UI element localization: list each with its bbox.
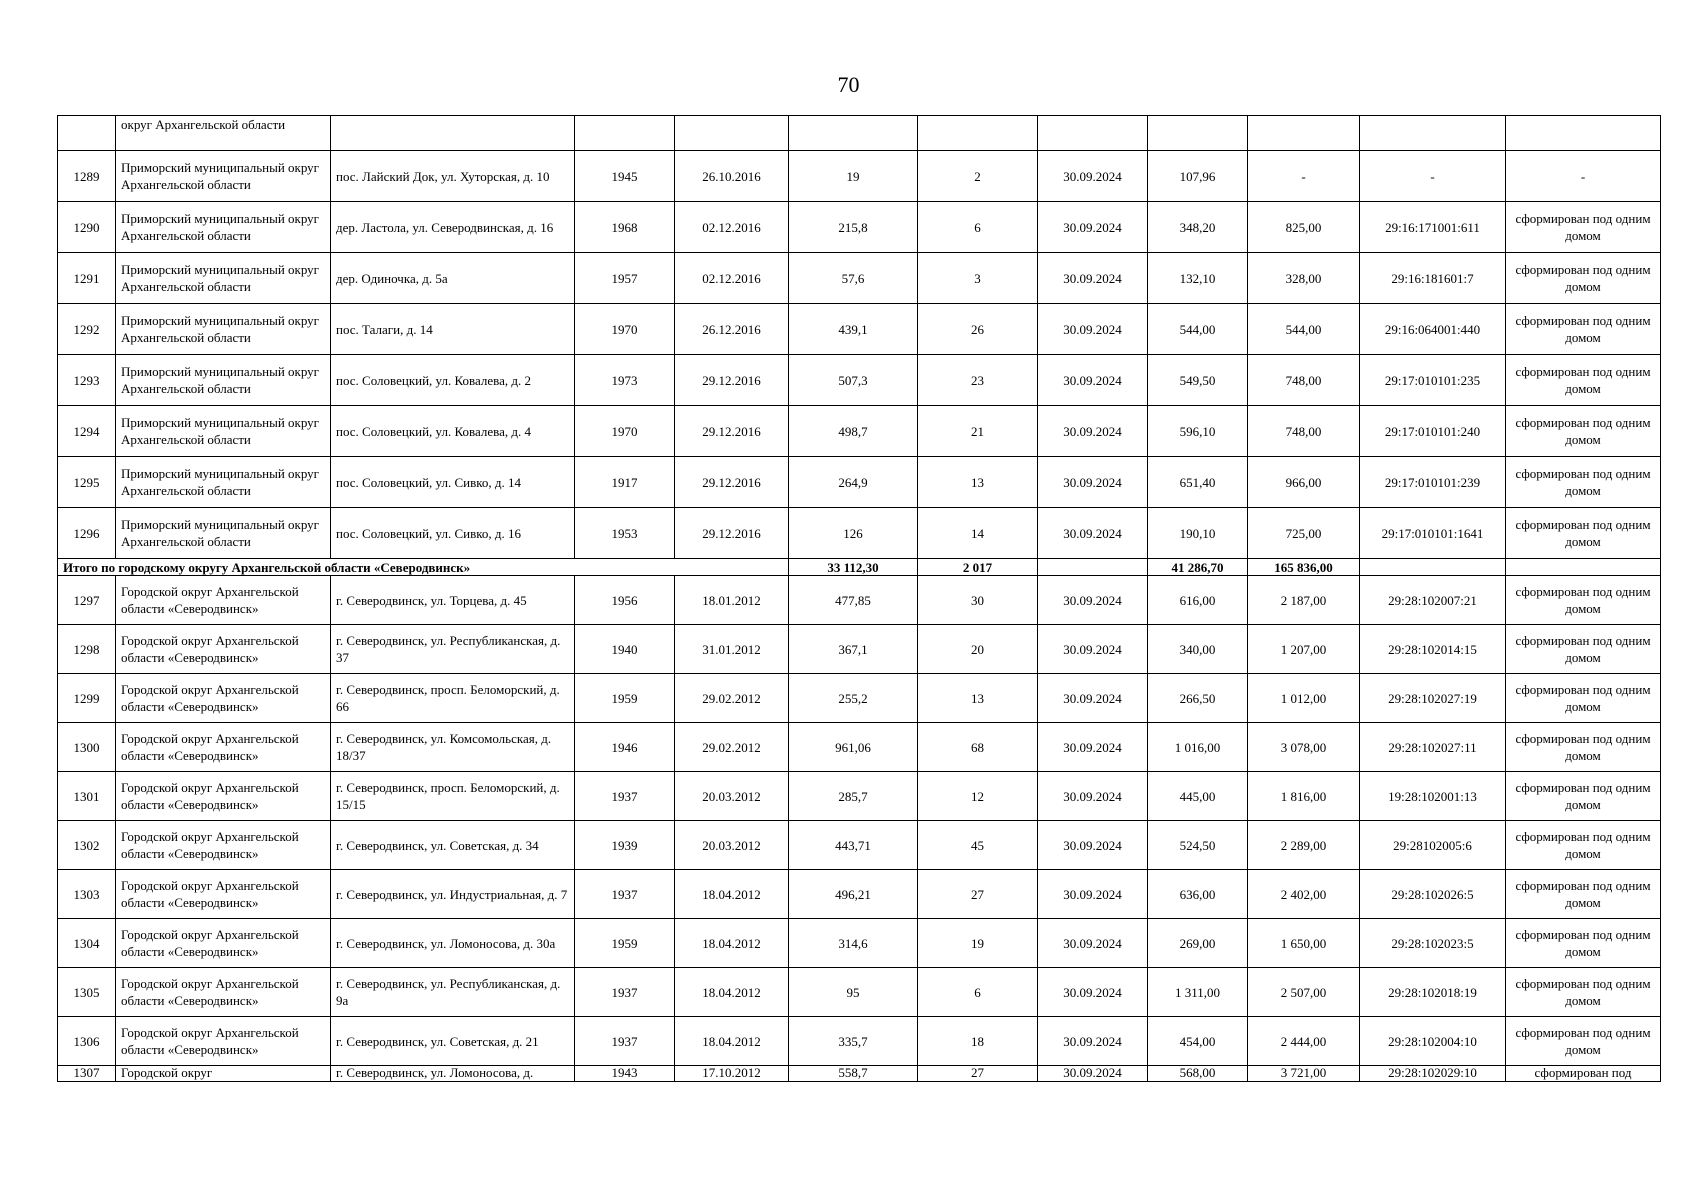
cell-cadastral: 29:28:102018:19: [1360, 968, 1506, 1017]
cell-no: 1296: [58, 508, 116, 559]
cell-no: 1303: [58, 870, 116, 919]
cell-status: сформирован под одним домом: [1506, 508, 1661, 559]
cell-deadline: 30.09.2024: [1038, 625, 1148, 674]
cell-land: 825,00: [1248, 202, 1360, 253]
cell-municipality: Городской округ Архангельской области «Северодвинск»: [116, 576, 331, 625]
table-body: [58, 116, 1661, 1082]
cell-date: 18.04.2012: [675, 1017, 789, 1066]
cell-land: 2 289,00: [1248, 821, 1360, 870]
table-row: [58, 968, 1661, 1017]
total-area2: 41 286,70: [1148, 559, 1248, 576]
cell-residents: 14: [918, 508, 1038, 559]
cell-deadline: 30.09.2024: [1038, 772, 1148, 821]
cell-deadline: 30.09.2024: [1038, 406, 1148, 457]
cell-date: 29.02.2012: [675, 723, 789, 772]
cell-area: 335,7: [789, 1017, 918, 1066]
cell-municipality: Приморский муниципальный округ Архангельской области: [116, 253, 331, 304]
cell-address: пос. Талаги, д. 14: [331, 304, 575, 355]
cell-municipality: Городской округ Архангельской области «Северодвинск»: [116, 1017, 331, 1066]
cell-status: сформирован под одним домом: [1506, 576, 1661, 625]
cell-cadastral: 19:28:102001:13: [1360, 772, 1506, 821]
cell-area: [789, 116, 918, 151]
cell-year: 1937: [575, 870, 675, 919]
cell-municipality: Приморский муниципальный округ Архангельской области: [116, 151, 331, 202]
cell-no: 1294: [58, 406, 116, 457]
cell-area2: 544,00: [1148, 304, 1248, 355]
cell-date: 18.04.2012: [675, 870, 789, 919]
cell-deadline: 30.09.2024: [1038, 1066, 1148, 1082]
cell-status: сформирован под одним домом: [1506, 821, 1661, 870]
cell-date: 29.12.2016: [675, 355, 789, 406]
cell-date: 20.03.2012: [675, 772, 789, 821]
cell-deadline: 30.09.2024: [1038, 968, 1148, 1017]
cell-no: 1300: [58, 723, 116, 772]
cell-deadline: 30.09.2024: [1038, 151, 1148, 202]
cell-residents: 6: [918, 968, 1038, 1017]
cell-municipality: Городской округ Архангельской области «Северодвинск»: [116, 772, 331, 821]
total-row: [58, 559, 1661, 576]
cell-deadline: 30.09.2024: [1038, 304, 1148, 355]
cell-year: 1953: [575, 508, 675, 559]
cell-no: 1305: [58, 968, 116, 1017]
cell-date: 29.12.2016: [675, 406, 789, 457]
cell-municipality: Приморский муниципальный округ Архангельской области: [116, 457, 331, 508]
cell-no: 1299: [58, 674, 116, 723]
cell-no: 1302: [58, 821, 116, 870]
cell-area2: 651,40: [1148, 457, 1248, 508]
cell-area2: 190,10: [1148, 508, 1248, 559]
total-empty: [1038, 559, 1148, 576]
cell-cadastral: 29:17:010101:235: [1360, 355, 1506, 406]
cell-municipality: округ Архангельской области: [116, 116, 331, 151]
table-row: [58, 625, 1661, 674]
cell-deadline: 30.09.2024: [1038, 253, 1148, 304]
cell-land: 3 721,00: [1248, 1066, 1360, 1082]
cell-address: пос. Лайский Док, ул. Хуторская, д. 10: [331, 151, 575, 202]
cell-residents: 13: [918, 674, 1038, 723]
cell-deadline: 30.09.2024: [1038, 202, 1148, 253]
cell-cadastral: 29:17:010101:240: [1360, 406, 1506, 457]
cell-no: 1292: [58, 304, 116, 355]
cell-residents: 27: [918, 870, 1038, 919]
cell-address: пос. Соловецкий, ул. Ковалева, д. 2: [331, 355, 575, 406]
cell-date: 26.10.2016: [675, 151, 789, 202]
cell-address: г. Северодвинск, ул. Комсомольская, д. 18/37: [331, 723, 575, 772]
cell-area2: 348,20: [1148, 202, 1248, 253]
cell-area: 285,7: [789, 772, 918, 821]
cell-address: г. Северодвинск, ул. Ломоносова, д. 30а: [331, 919, 575, 968]
total-label: Итого по городскому округу Архангельской области «Северодвинск»: [58, 559, 789, 576]
cell-no: 1304: [58, 919, 116, 968]
total-empty: [1506, 559, 1661, 576]
cell-status: сформирован под одним домом: [1506, 772, 1661, 821]
cell-area2: 340,00: [1148, 625, 1248, 674]
cell-status: сформирован под одним домом: [1506, 968, 1661, 1017]
cell-area2: 107,96: [1148, 151, 1248, 202]
cell-municipality: Приморский муниципальный округ Архангельской области: [116, 304, 331, 355]
cell-residents: 45: [918, 821, 1038, 870]
cell-municipality: Приморский муниципальный округ Архангельской области: [116, 508, 331, 559]
cell-date: 18.04.2012: [675, 968, 789, 1017]
cell-area: 443,71: [789, 821, 918, 870]
cell-year: 1943: [575, 1066, 675, 1082]
cell-area2: 549,50: [1148, 355, 1248, 406]
cell-address: г. Северодвинск, ул. Советская, д. 34: [331, 821, 575, 870]
cell-no: 1290: [58, 202, 116, 253]
table-row: [58, 821, 1661, 870]
cell-address: г. Северодвинск, ул. Индустриальная, д. 7: [331, 870, 575, 919]
cell-land: 1 816,00: [1248, 772, 1360, 821]
cell-municipality: Городской округ Архангельской области «Северодвинск»: [116, 870, 331, 919]
total-empty: [1360, 559, 1506, 576]
cell-municipality: Приморский муниципальный округ Архангельской области: [116, 406, 331, 457]
table-row: [58, 355, 1661, 406]
cell-land: 2 187,00: [1248, 576, 1360, 625]
cell-area: 95: [789, 968, 918, 1017]
housing-table: [57, 115, 1661, 1082]
cell-land: 544,00: [1248, 304, 1360, 355]
cell-year: 1970: [575, 304, 675, 355]
cell-cadastral: 29:28:102023:5: [1360, 919, 1506, 968]
cell-year: 1968: [575, 202, 675, 253]
cell-cadastral: 29:16:181601:7: [1360, 253, 1506, 304]
cell-status: сформирован под: [1506, 1066, 1661, 1082]
cell-land: -: [1248, 151, 1360, 202]
total-area: 33 112,30: [789, 559, 918, 576]
cell-area2: 454,00: [1148, 1017, 1248, 1066]
cell-land: 1 012,00: [1248, 674, 1360, 723]
cell-deadline: 30.09.2024: [1038, 508, 1148, 559]
cell-land: 966,00: [1248, 457, 1360, 508]
cell-municipality: Городской округ Архангельской области «Северодвинск»: [116, 674, 331, 723]
table-row: [58, 772, 1661, 821]
cell-year: 1937: [575, 1017, 675, 1066]
cell-address: г. Северодвинск, ул. Ломоносова, д.: [331, 1066, 575, 1082]
cell-area2: 1 311,00: [1148, 968, 1248, 1017]
cell-municipality: Приморский муниципальный округ Архангельской области: [116, 202, 331, 253]
cell-area: 477,85: [789, 576, 918, 625]
cell-residents: [918, 116, 1038, 151]
cell-area: 367,1: [789, 625, 918, 674]
cell-municipality: Городской округ Архангельской области «Северодвинск»: [116, 723, 331, 772]
cell-area: 126: [789, 508, 918, 559]
cell-deadline: 30.09.2024: [1038, 576, 1148, 625]
cell-residents: 20: [918, 625, 1038, 674]
cell-area: 558,7: [789, 1066, 918, 1082]
cell-area2: 616,00: [1148, 576, 1248, 625]
table-row: [58, 1017, 1661, 1066]
table-row: [58, 576, 1661, 625]
cell-status: сформирован под одним домом: [1506, 355, 1661, 406]
cell-no: 1293: [58, 355, 116, 406]
cell-land: 328,00: [1248, 253, 1360, 304]
cell-land: 725,00: [1248, 508, 1360, 559]
cell-year: [575, 116, 675, 151]
total-residents: 2 017: [918, 559, 1038, 576]
cell-area2: 266,50: [1148, 674, 1248, 723]
cell-no: 1289: [58, 151, 116, 202]
table-row: [58, 723, 1661, 772]
cell-residents: 21: [918, 406, 1038, 457]
cell-no: 1295: [58, 457, 116, 508]
cell-year: 1959: [575, 919, 675, 968]
cell-status: сформирован под одним домом: [1506, 457, 1661, 508]
table-row-continued: [58, 116, 1661, 151]
cell-land: [1248, 116, 1360, 151]
cell-status: сформирован под одним домом: [1506, 723, 1661, 772]
cell-residents: 6: [918, 202, 1038, 253]
cell-area2: 636,00: [1148, 870, 1248, 919]
cell-deadline: 30.09.2024: [1038, 821, 1148, 870]
cell-land: 1 207,00: [1248, 625, 1360, 674]
cell-cadastral: 29:17:010101:1641: [1360, 508, 1506, 559]
cell-cadastral: 29:16:171001:611: [1360, 202, 1506, 253]
cell-year: 1973: [575, 355, 675, 406]
cell-status: сформирован под одним домом: [1506, 625, 1661, 674]
cell-date: 18.01.2012: [675, 576, 789, 625]
cell-cadastral: 29:28:102014:15: [1360, 625, 1506, 674]
total-land: 165 836,00: [1248, 559, 1360, 576]
cell-cadastral: 29:16:064001:440: [1360, 304, 1506, 355]
cell-status: сформирован под одним домом: [1506, 304, 1661, 355]
cell-status: [1506, 116, 1661, 151]
cell-residents: 23: [918, 355, 1038, 406]
cell-municipality: Городской округ Архангельской области «Северодвинск»: [116, 919, 331, 968]
cell-status: сформирован под одним домом: [1506, 406, 1661, 457]
table-row: [58, 253, 1661, 304]
cell-deadline: 30.09.2024: [1038, 870, 1148, 919]
cell-cadastral: 29:17:010101:239: [1360, 457, 1506, 508]
cell-address: г. Северодвинск, просп. Беломорский, д. 15/15: [331, 772, 575, 821]
cell-land: 748,00: [1248, 355, 1360, 406]
cell-year: 1959: [575, 674, 675, 723]
cell-municipality: Городской округ Архангельской области «Северодвинск»: [116, 821, 331, 870]
cell-date: 29.12.2016: [675, 508, 789, 559]
table-row: [58, 457, 1661, 508]
cell-address: г. Северодвинск, просп. Беломорский, д. 66: [331, 674, 575, 723]
cell-status: сформирован под одним домом: [1506, 1017, 1661, 1066]
cell-residents: 27: [918, 1066, 1038, 1082]
cell-year: 1957: [575, 253, 675, 304]
cell-area: 215,8: [789, 202, 918, 253]
cell-residents: 18: [918, 1017, 1038, 1066]
cell-residents: 13: [918, 457, 1038, 508]
cell-address: г. Северодвинск, ул. Республиканская, д. 9а: [331, 968, 575, 1017]
cell-date: 29.02.2012: [675, 674, 789, 723]
cell-year: 1937: [575, 772, 675, 821]
cell-land: 2 507,00: [1248, 968, 1360, 1017]
cell-municipality: Городской округ Архангельской области «Северодвинск»: [116, 625, 331, 674]
cell-address: дер. Одиночка, д. 5а: [331, 253, 575, 304]
cell-no: 1291: [58, 253, 116, 304]
cell-address: [331, 116, 575, 151]
cell-cadastral: 29:28:102027:19: [1360, 674, 1506, 723]
cell-cadastral: 29:28:102026:5: [1360, 870, 1506, 919]
cell-status: сформирован под одним домом: [1506, 919, 1661, 968]
cell-residents: 30: [918, 576, 1038, 625]
cell-date: 02.12.2016: [675, 253, 789, 304]
cell-cadastral: -: [1360, 151, 1506, 202]
cell-no: 1307: [58, 1066, 116, 1082]
page-number: 70: [837, 72, 860, 97]
cell-address: г. Северодвинск, ул. Советская, д. 21: [331, 1017, 575, 1066]
cell-status: -: [1506, 151, 1661, 202]
cell-date: 31.01.2012: [675, 625, 789, 674]
table-row: [58, 406, 1661, 457]
cell-deadline: 30.09.2024: [1038, 674, 1148, 723]
cell-year: 1956: [575, 576, 675, 625]
cell-area2: 1 016,00: [1148, 723, 1248, 772]
table-row: [58, 304, 1661, 355]
table-row: [58, 202, 1661, 253]
cell-residents: 3: [918, 253, 1038, 304]
cell-deadline: 30.09.2024: [1038, 1017, 1148, 1066]
cell-cadastral: 29:28:102027:11: [1360, 723, 1506, 772]
cell-year: 1940: [575, 625, 675, 674]
table-row: [58, 919, 1661, 968]
cell-year: 1939: [575, 821, 675, 870]
cell-residents: 68: [918, 723, 1038, 772]
cell-area: 496,21: [789, 870, 918, 919]
cell-municipality: Приморский муниципальный округ Архангельской области: [116, 355, 331, 406]
cell-area2: 596,10: [1148, 406, 1248, 457]
cell-address: дер. Ластола, ул. Северодвинская, д. 16: [331, 202, 575, 253]
cell-deadline: 30.09.2024: [1038, 919, 1148, 968]
cell-deadline: 30.09.2024: [1038, 723, 1148, 772]
cell-area: 19: [789, 151, 918, 202]
cell-date: 18.04.2012: [675, 919, 789, 968]
cell-date: [675, 116, 789, 151]
cell-cadastral: 29:28:102007:21: [1360, 576, 1506, 625]
cell-deadline: [1038, 116, 1148, 151]
cell-year: 1946: [575, 723, 675, 772]
cell-address: г. Северодвинск, ул. Республиканская, д. 37: [331, 625, 575, 674]
cell-deadline: 30.09.2024: [1038, 355, 1148, 406]
cell-residents: 2: [918, 151, 1038, 202]
cell-no: [58, 116, 116, 151]
cell-address: пос. Соловецкий, ул. Сивко, д. 14: [331, 457, 575, 508]
cell-no: 1298: [58, 625, 116, 674]
cell-area: 507,3: [789, 355, 918, 406]
table-row: [58, 151, 1661, 202]
cell-area2: 568,00: [1148, 1066, 1248, 1082]
cell-municipality: Городской округ: [116, 1066, 331, 1082]
cell-residents: 12: [918, 772, 1038, 821]
cell-cadastral: 29:28:102029:10: [1360, 1066, 1506, 1082]
cell-no: 1297: [58, 576, 116, 625]
cell-year: 1945: [575, 151, 675, 202]
cell-area2: [1148, 116, 1248, 151]
cell-area2: 269,00: [1148, 919, 1248, 968]
cell-date: 17.10.2012: [675, 1066, 789, 1082]
cell-date: 26.12.2016: [675, 304, 789, 355]
cell-area: 314,6: [789, 919, 918, 968]
cell-area: 264,9: [789, 457, 918, 508]
table-row: [58, 674, 1661, 723]
cell-residents: 19: [918, 919, 1038, 968]
cell-year: 1917: [575, 457, 675, 508]
cell-no: 1301: [58, 772, 116, 821]
cell-municipality: Городской округ Архангельской области «Северодвинск»: [116, 968, 331, 1017]
cell-date: 20.03.2012: [675, 821, 789, 870]
table-row-partial: [58, 1066, 1661, 1082]
table-row: [58, 870, 1661, 919]
cell-land: 2 444,00: [1248, 1017, 1360, 1066]
cell-no: 1306: [58, 1017, 116, 1066]
cell-address: пос. Соловецкий, ул. Сивко, д. 16: [331, 508, 575, 559]
table-row: [58, 508, 1661, 559]
cell-land: 1 650,00: [1248, 919, 1360, 968]
cell-land: 2 402,00: [1248, 870, 1360, 919]
cell-cadastral: 29:28:102004:10: [1360, 1017, 1506, 1066]
cell-status: сформирован под одним домом: [1506, 870, 1661, 919]
cell-area2: 445,00: [1148, 772, 1248, 821]
cell-area: 57,6: [789, 253, 918, 304]
cell-address: г. Северодвинск, ул. Торцева, д. 45: [331, 576, 575, 625]
cell-cadastral: [1360, 116, 1506, 151]
cell-area: 498,7: [789, 406, 918, 457]
cell-land: 748,00: [1248, 406, 1360, 457]
cell-status: сформирован под одним домом: [1506, 202, 1661, 253]
cell-area: 961,06: [789, 723, 918, 772]
cell-cadastral: 29:28102005:6: [1360, 821, 1506, 870]
cell-status: сформирован под одним домом: [1506, 674, 1661, 723]
cell-deadline: 30.09.2024: [1038, 457, 1148, 508]
cell-year: 1937: [575, 968, 675, 1017]
cell-area: 439,1: [789, 304, 918, 355]
cell-land: 3 078,00: [1248, 723, 1360, 772]
cell-date: 29.12.2016: [675, 457, 789, 508]
cell-status: сформирован под одним домом: [1506, 253, 1661, 304]
cell-date: 02.12.2016: [675, 202, 789, 253]
cell-residents: 26: [918, 304, 1038, 355]
cell-area: 255,2: [789, 674, 918, 723]
cell-area2: 524,50: [1148, 821, 1248, 870]
cell-area2: 132,10: [1148, 253, 1248, 304]
cell-address: пос. Соловецкий, ул. Ковалева, д. 4: [331, 406, 575, 457]
cell-year: 1970: [575, 406, 675, 457]
